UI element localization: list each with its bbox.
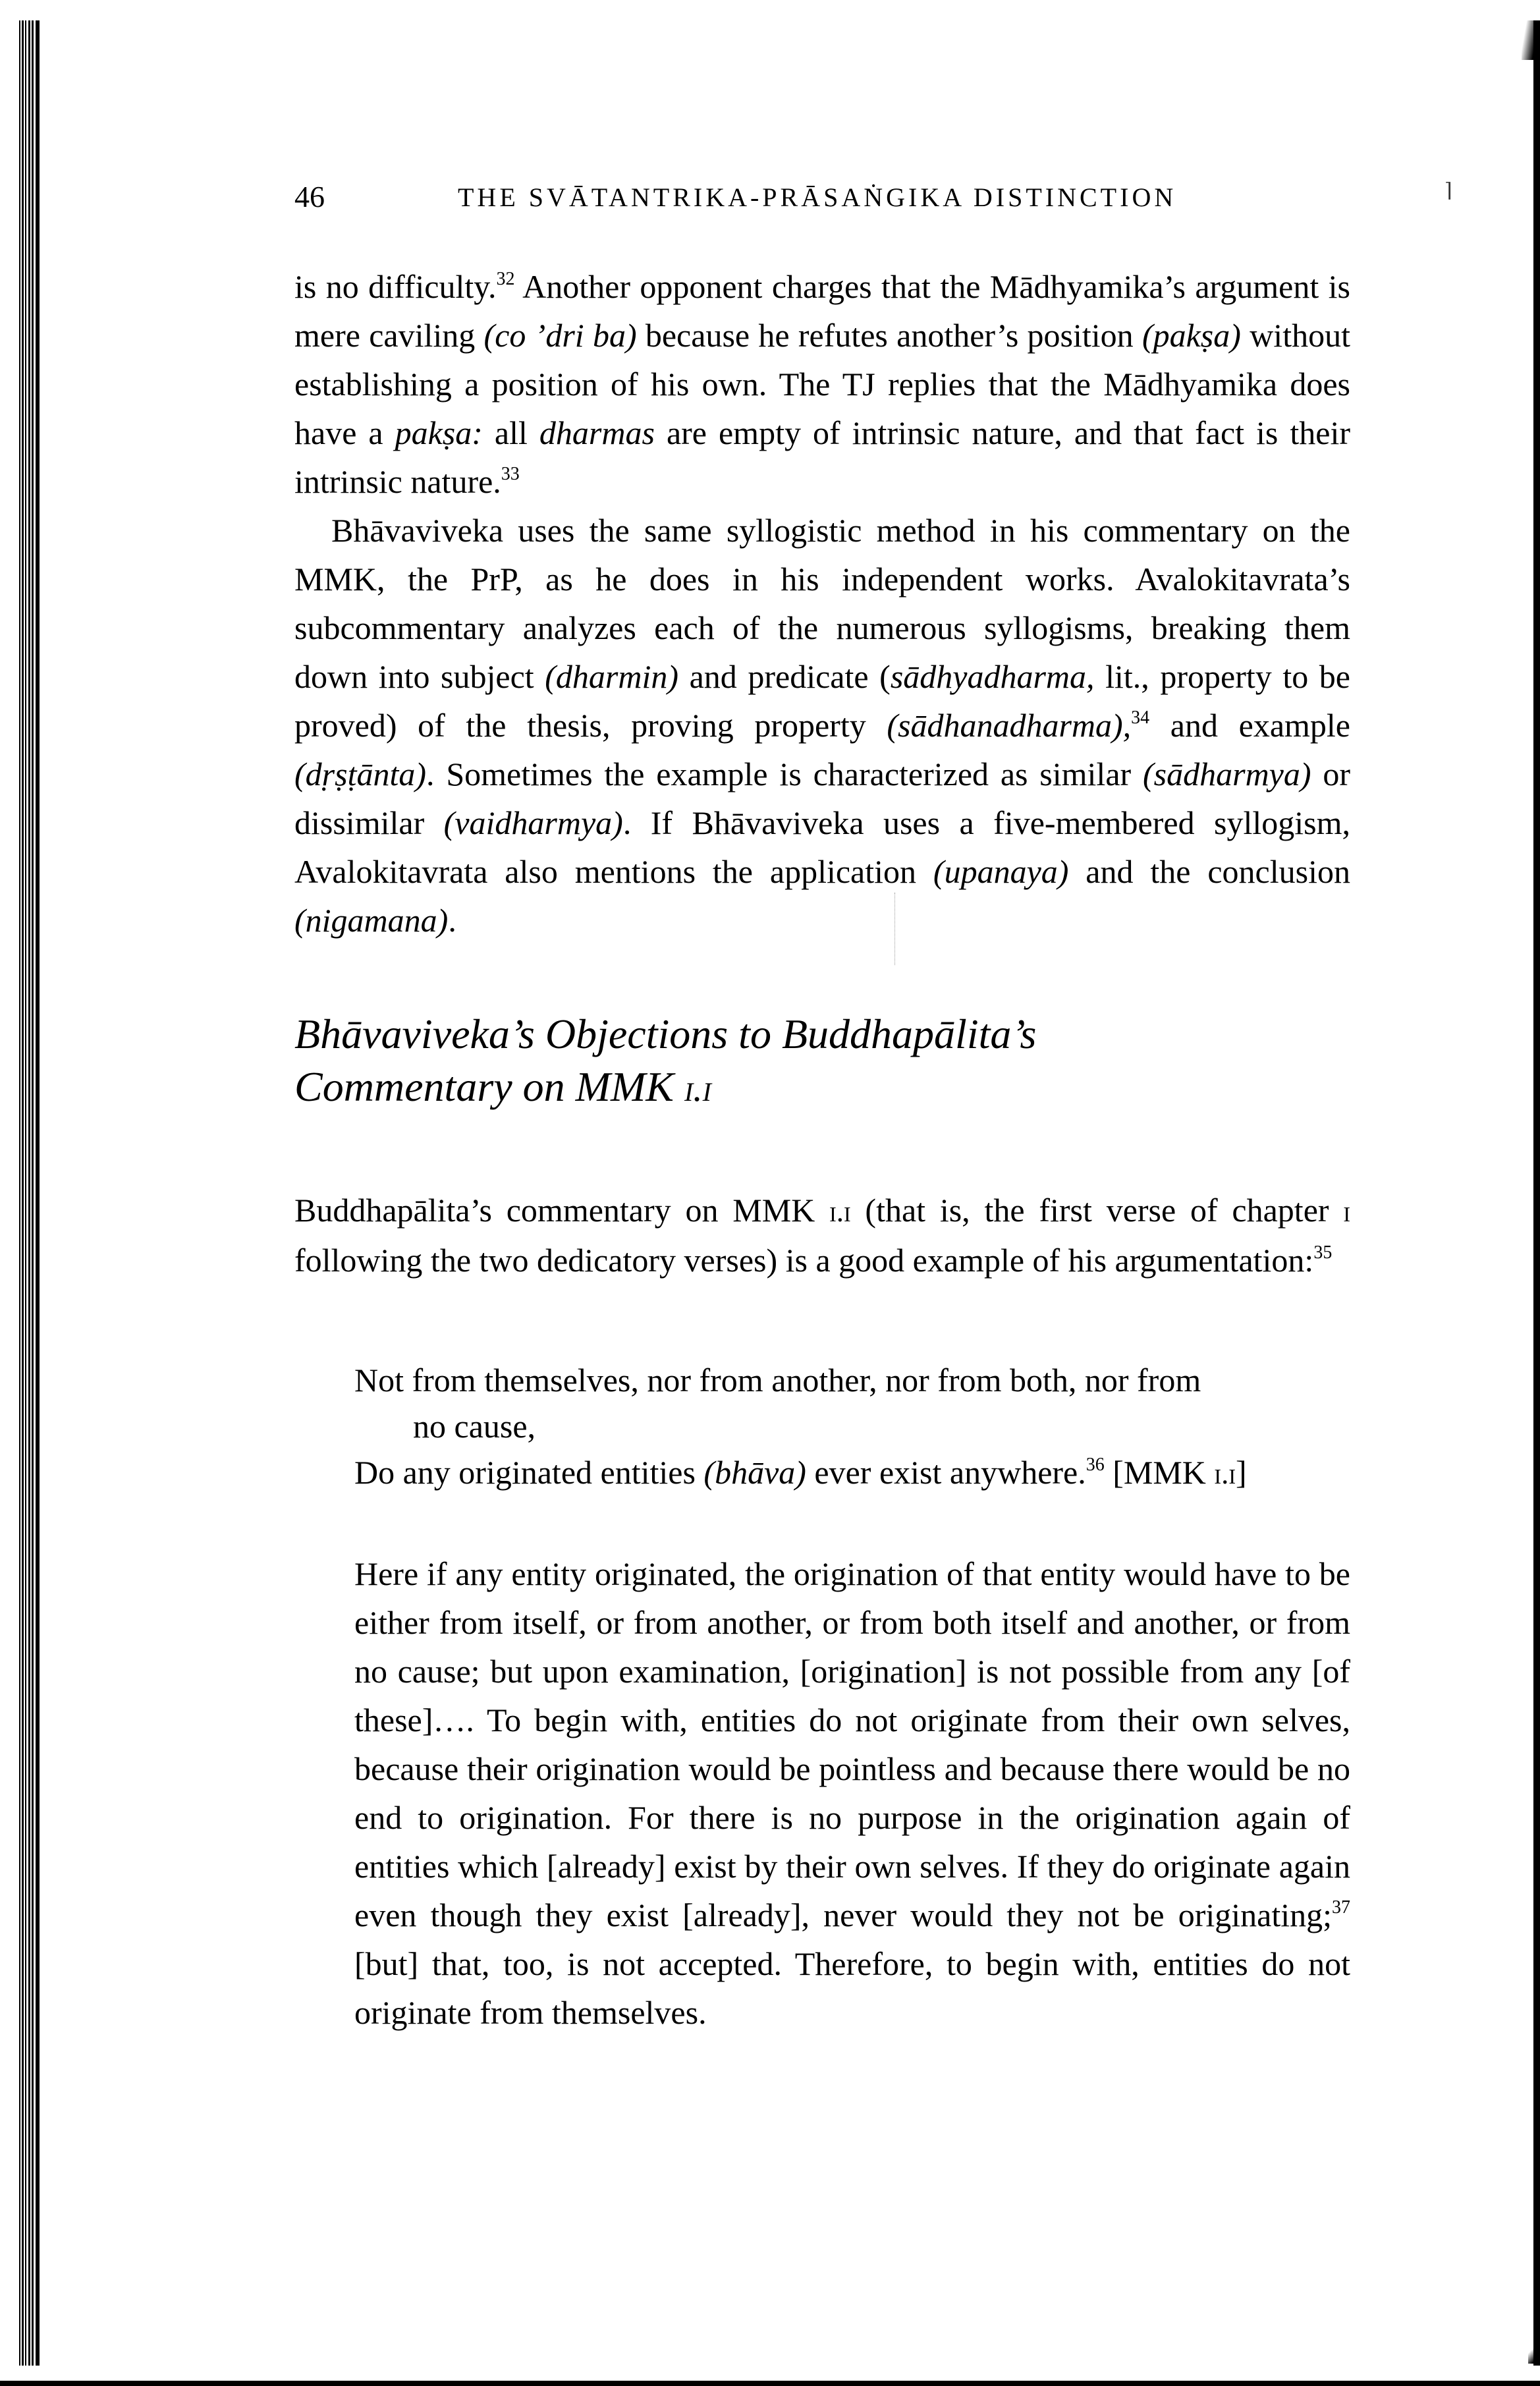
verse-quote — [354, 1357, 1342, 1497]
italic-term: sādhyadharma, — [890, 658, 1095, 695]
italic-term: dharmas — [539, 414, 655, 451]
paragraph: Bhāvaviveka uses the same syllogistic method in his commentary on the MMK, the PrP, as he does in his independent works. Avalokitavrata’s subcommentary analyzes each of the numerous syllogisms, breaking them down into subject (dharmin) and predicate (sādhyadharma, lit., property to be proved) of the thesis, proving property (sādhanadharma),$^{34}$ and example (dṛṣṭānta). Sometimes the example is characterized as similar (sādharmya) or dissimilar (vaidharmya). If Bhāvaviveka uses a five-membered syllogism, Avalokitavrata also mentions the application (upanaya) and the conclusion (nigamana). — [294, 512, 1350, 939]
italic-term: (co ’dri ba) — [483, 317, 637, 354]
block-quote — [354, 1549, 1350, 2037]
scan-smudge-bottom-right — [1528, 2344, 1540, 2364]
verse-citation-close: ] — [1235, 1454, 1247, 1491]
italic-term: (dharmin) — [545, 658, 679, 695]
footnote-ref: 37 — [1332, 1897, 1350, 1918]
paragraph: Buddhapālita’s commentary on MMK i.i (that is, the first verse of chapter i following the two dedicatory verses) is a good example of his argumentation:$^{35}$ — [294, 1192, 1350, 1279]
heading-line-2 — [294, 1061, 1348, 1115]
italic-term: (upanaya) — [933, 853, 1069, 890]
scan-edge-bars-left — [19, 20, 40, 2366]
verse-text: ever exist anywhere. — [806, 1454, 1086, 1491]
verse-text: Do any originated entities — [354, 1454, 704, 1491]
footnote-ref: 33 — [501, 464, 520, 484]
footnote-ref: 34 — [1131, 707, 1150, 728]
heading-line-1: Bhāvaviveka’s Objections to Buddhapālita’s — [294, 1011, 1037, 1057]
heading-line-2-text: Commentary on MMK — [294, 1063, 684, 1110]
paragraph: is no difficulty.$^{32}$ Another opponent charges that the Mādhyamika’s argument is mere caviling (co ’dri ba) because he refutes another’s position (pakṣa) without establishing a position of his own. The TJ replies that the Mādhyamika does have a pakṣa: all dharmas are empty of intrinsic nature, and that fact is their intrinsic nature.$^{33}$ — [294, 268, 1351, 500]
italic-term: (pakṣa) — [1141, 317, 1241, 354]
italic-term: (dṛṣṭānta) — [294, 756, 426, 792]
heading-verse-ref: i.i — [684, 1068, 711, 1109]
verse-term: (bhāva) — [703, 1454, 806, 1491]
scan-edge-bar-right — [1533, 20, 1540, 2366]
stray-pen-mark: ⌉ — [1444, 180, 1452, 202]
footnote-ref: 32 — [496, 269, 515, 289]
italic-term: pakṣa: — [395, 414, 483, 451]
verse-line-1-continuation: no cause, — [413, 1408, 536, 1445]
body-text-intro — [294, 1186, 1350, 1285]
scan-edge-noise-top-right — [1522, 20, 1540, 60]
section-heading — [294, 1008, 1348, 1115]
verse-line-2 — [354, 1449, 1342, 1497]
italic-term: (sādharmya) — [1143, 756, 1311, 792]
verse-ref: i — [1343, 1195, 1350, 1228]
body-text-top — [294, 262, 1350, 945]
verse-citation-number: i.i — [1214, 1457, 1236, 1490]
running-title: THE SVĀTANTRIKA-PRĀSAṄGIKA DISTINCTION — [458, 182, 1177, 212]
italic-term: (nigamana) — [294, 902, 449, 939]
footnote-ref: 36 — [1086, 1455, 1105, 1475]
verse-ref: i.i — [829, 1195, 851, 1228]
scan-edge-bar-bottom — [0, 2381, 1540, 2386]
italic-term: (vaidharmya) — [443, 804, 623, 841]
running-head — [294, 179, 1348, 219]
verse-citation: [MMK — [1104, 1454, 1215, 1491]
page-number: 46 — [294, 180, 325, 213]
italic-term: (sādhanadharma), — [887, 707, 1132, 744]
footnote-ref: 35 — [1313, 1242, 1333, 1263]
verse-line-1: Not from themselves, nor from another, nor from both, nor from — [354, 1362, 1201, 1399]
quote-paragraph: Here if any entity originated, the origination of that entity would have to be either from itself, or from another, or from both itself and another, or from no cause; but upon examination, [origination] is not possible from any [of these]…. To begin with, entities do not originate from their own selves, because their origination would be pointless and because there would be no end to origination. For there is no purpose in the origination again of entities which [already] exist by their own selves. If they do originate again even though they exist [already], never would they not be originating;$^{37}$ [but] that, too, is not accepted. Therefore, to begin with, entities do not originate from themselves. — [354, 1555, 1350, 2031]
